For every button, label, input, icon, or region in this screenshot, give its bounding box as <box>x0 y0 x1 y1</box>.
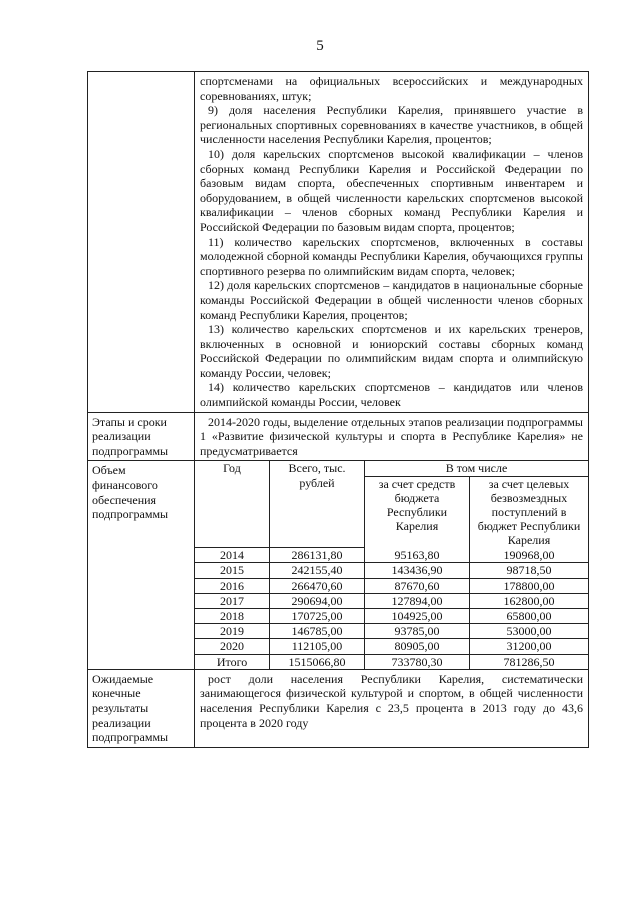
year-cell: 2018 <box>195 608 270 623</box>
funding-data-row <box>195 548 588 563</box>
funding-data-row <box>195 654 588 669</box>
header-budget: за счет средств бюджета Республики Карелия <box>365 476 470 548</box>
funding-table <box>195 461 588 668</box>
year-cell: 2015 <box>195 563 270 578</box>
year-cell: 2019 <box>195 624 270 639</box>
year-cell: 2014 <box>195 548 270 563</box>
header-total: Всего, тыс. рублей <box>270 461 365 547</box>
indicator-item: 14) количество карельских спортсменов – кандидатов или членов олимпийской команды России, человек <box>200 380 583 410</box>
funding-label: Объем финансового обеспечения подпрограммы <box>88 461 195 668</box>
year-cell: Итого <box>195 654 270 669</box>
results-paragraph: рост доли населения Республики Карелия, систематически занимающегося физической культурой и спортом, в общей численности населения Республики Карелия с 23,5 процента в 2013 году до 43,6 процента в 2020 году <box>200 671 583 730</box>
header-including: В том числе <box>365 461 589 476</box>
budget-cell: 95163,80 <box>365 548 470 563</box>
results-text <box>195 670 588 747</box>
stages-paragraph: 2014-2020 годы, выделение отдельных этапов реализации подпрограммы 1 «Развитие физической культуры и спорта в Республике Карелия» не предусматривается <box>200 414 583 458</box>
indicator-item: 13) количество карельских спортсменов и их карельских тренеров, включенных в основной и юниорский составы сборных команд Российской Федерации по олимпийским видам спорта и олимпийскую команду России, человек; <box>200 322 583 380</box>
results-label: Ожидаемые конечные результаты реализации подпрограммы <box>88 670 195 747</box>
funding-data-row <box>195 563 588 578</box>
grants-cell: 53000,00 <box>470 624 589 639</box>
total-cell: 242155,40 <box>270 563 365 578</box>
grants-cell: 178800,00 <box>470 578 589 593</box>
funding-data-row <box>195 624 588 639</box>
grants-cell: 190968,00 <box>470 548 589 563</box>
total-cell: 112105,00 <box>270 639 365 654</box>
grants-cell: 162800,00 <box>470 593 589 608</box>
indicator-item: 12) доля карельских спортсменов – кандидатов в национальные сборные команды Российской Федерации в общей численности членов сборных команд Республики Карелия, процентов; <box>200 278 583 322</box>
indicator-item: 11) количество карельских спортсменов, включенных в составы молодежной сборной команды Республики Карелия, обучающихся группы спортивного резерва по олимпийским видам спорта, человек; <box>200 234 583 278</box>
header-year: Год <box>195 461 270 547</box>
indicators-row <box>88 72 588 412</box>
total-cell: 290694,00 <box>270 593 365 608</box>
budget-cell: 104925,00 <box>365 608 470 623</box>
indicator-item: 10) доля карельских спортсменов высокой квалификации – членов сборных команд Республики Карелия и Российской Федерации по базовым видам спорта, обеспеченных спортивным инвентарем и оборудованием, в общей численности карельских спортсменов высокой квалификации – членов сборных команд Республики Карелия и Российской Федерации по базовым видам спорта, процентов; <box>200 146 583 234</box>
passport-table <box>87 71 589 748</box>
results-row <box>88 669 588 747</box>
header-grants: за счет целевых безвозмездных поступлений в бюджет Республики Карелия <box>470 476 589 548</box>
funding-row <box>88 460 588 668</box>
year-cell: 2020 <box>195 639 270 654</box>
total-cell: 146785,00 <box>270 624 365 639</box>
page-number: 5 <box>316 38 324 54</box>
funding-content <box>195 461 588 668</box>
total-cell: 266470,60 <box>270 578 365 593</box>
total-cell: 1515066,80 <box>270 654 365 669</box>
indicator-item: спортсменами на официальных всероссийских и международных соревнованиях, штук; <box>200 74 583 103</box>
grants-cell: 98718,50 <box>470 563 589 578</box>
budget-cell: 80905,00 <box>365 639 470 654</box>
stages-text <box>195 413 588 461</box>
indicators-content <box>195 72 588 412</box>
grants-cell: 781286,50 <box>470 654 589 669</box>
grants-cell: 31200,00 <box>470 639 589 654</box>
funding-data-row <box>195 578 588 593</box>
budget-cell: 127894,00 <box>365 593 470 608</box>
grants-cell: 65800,00 <box>470 608 589 623</box>
funding-data-row <box>195 639 588 654</box>
total-cell: 170725,00 <box>270 608 365 623</box>
funding-data-row <box>195 593 588 608</box>
funding-data-row <box>195 608 588 623</box>
stages-label: Этапы и сроки реализации подпрограммы <box>88 413 195 461</box>
total-cell: 286131,80 <box>270 548 365 563</box>
year-cell: 2017 <box>195 593 270 608</box>
budget-cell: 143436,90 <box>365 563 470 578</box>
indicator-item: 9) доля населения Республики Карелия, принявшего участие в региональных спортивных соревнованиях в качестве участников, в общей численности населения Республики Карелия, процентов; <box>200 103 583 147</box>
indicators-label-cell <box>88 72 195 412</box>
funding-header-row <box>195 461 588 476</box>
budget-cell: 87670,60 <box>365 578 470 593</box>
year-cell: 2016 <box>195 578 270 593</box>
budget-cell: 733780,30 <box>365 654 470 669</box>
budget-cell: 93785,00 <box>365 624 470 639</box>
stages-row <box>88 412 588 461</box>
